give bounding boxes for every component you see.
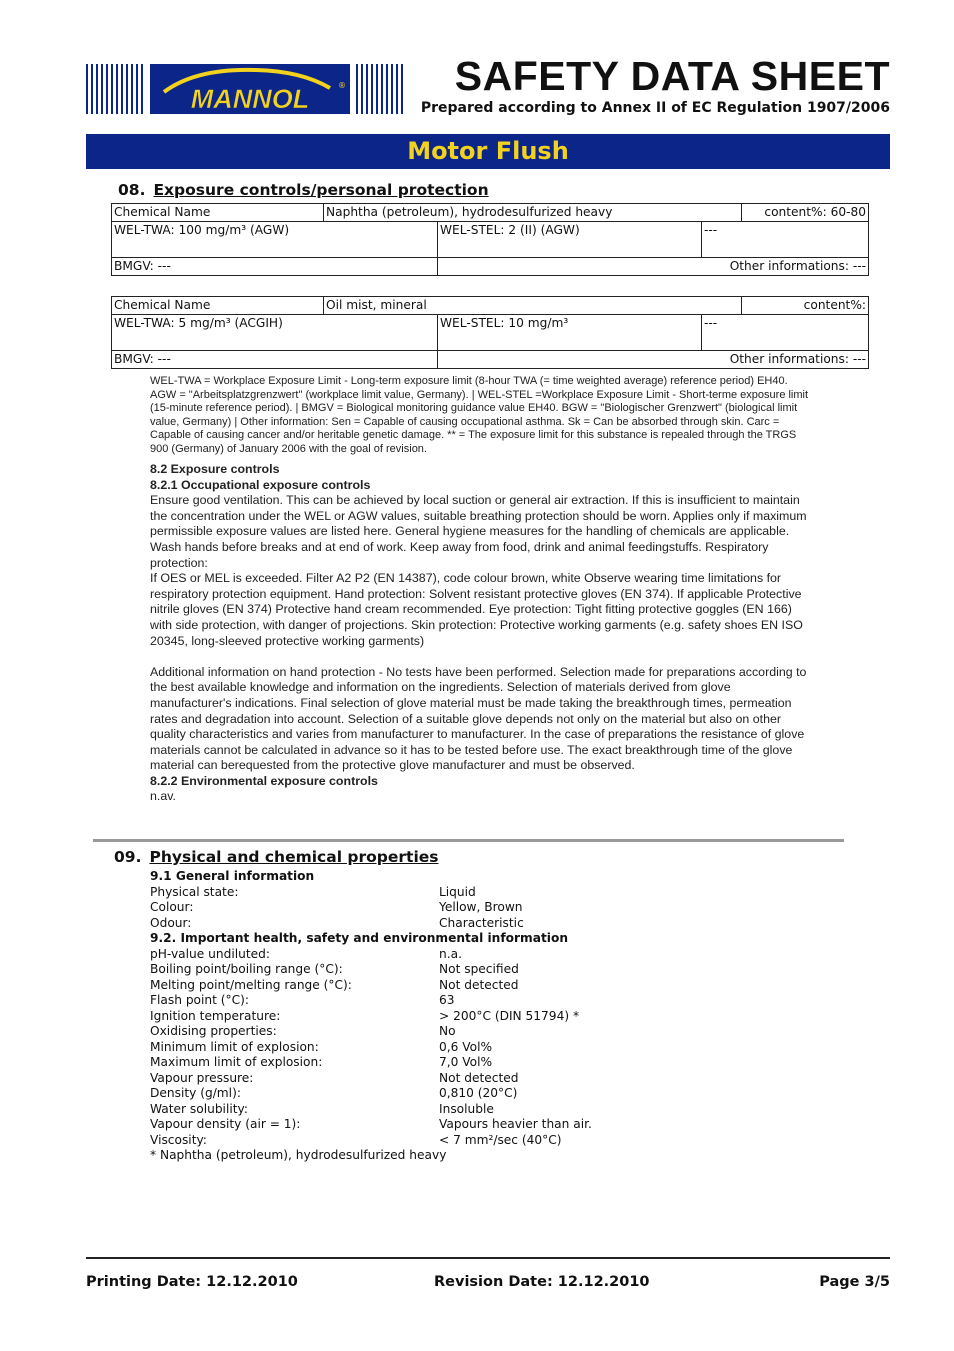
- property-value: Vapours heavier than air.: [439, 1117, 592, 1131]
- property-value: Liquid: [439, 884, 476, 899]
- chemical-name-label: Chemical Name: [112, 297, 324, 315]
- property-value: 63: [439, 993, 455, 1007]
- svg-text:®: ®: [338, 81, 346, 90]
- property-value: Insoluble: [439, 1101, 494, 1116]
- property-label: Oxidising properties:: [150, 1024, 277, 1038]
- paragraph: Wash hands before breaks and at end of work. Keep away from food, drink and animal feedingstuffs. Respiratory protection:: [150, 539, 769, 570]
- property-label: Maximum limit of explosion:: [150, 1055, 323, 1069]
- paragraph: n.av.: [150, 789, 176, 804]
- wel-stel-extra: ---: [702, 222, 869, 258]
- revision-date: Revision Date: 12.12.2010: [434, 1274, 650, 1290]
- property-value: 0,810 (20°C): [439, 1086, 518, 1100]
- section-8-heading: [118, 181, 489, 199]
- wel-stel-extra: ---: [702, 315, 869, 351]
- logo-wordmark: MANNOL: [190, 84, 310, 114]
- wel-twa: WEL-TWA: 100 mg/m³ (AGW): [112, 222, 438, 258]
- property-value: Not detected: [439, 1070, 519, 1085]
- section-8-2-body: [150, 462, 815, 805]
- content-percent: content%: 60-80: [742, 204, 869, 222]
- paragraph: Additional information on hand protection - No tests have been performed. Selection made for preparations according to the best available knowledge and information on the ingredients. Selection of materials derived from glove manufacturer's indications. Final selection of glove material must be made taking the breakthrough times, permeation rates and degradation into account. Selection of a suitable glove depends not only on the material but also on other quality characteristics and varies from manufacturer to manufacturer. In the case of preparations the resistance of glove materials cannot be calculated in advance so it has to be tested before use. The exact breakthrough time of the glove material can berequested from the protective glove manufacturer and must be observed.: [150, 664, 807, 773]
- chemical-name-value: Oil mist, mineral: [324, 297, 742, 315]
- property-value: 7,0 Vol%: [439, 1055, 493, 1069]
- page-number: Page 3/5: [819, 1274, 890, 1290]
- other-informations: Other informations: ---: [438, 351, 869, 369]
- property-value: < 7 mm²/sec (40°C): [439, 1132, 562, 1147]
- property-label: Melting point/melting range (°C):: [150, 977, 352, 992]
- property-value: > 200°C (DIN 51794) *: [439, 1008, 580, 1023]
- footnote: * Naphtha (petroleum), hydrodesulfurized heavy: [150, 1148, 447, 1162]
- section-title: Physical and chemical properties: [149, 848, 439, 866]
- property-label: Boiling point/boiling range (°C):: [150, 962, 343, 976]
- section-9-heading: [114, 848, 439, 866]
- subsection-heading: 8.2.2 Environmental exposure controls: [150, 773, 378, 788]
- property-label: Minimum limit of explosion:: [150, 1039, 319, 1054]
- subsection-heading: 8.2 Exposure controls: [150, 462, 280, 476]
- property-value: Not detected: [439, 977, 519, 992]
- property-label: Colour:: [150, 900, 194, 914]
- section-title: Exposure controls/personal protection: [153, 181, 489, 199]
- content-percent: content%:: [742, 297, 869, 315]
- other-informations: Other informations: ---: [438, 258, 869, 276]
- property-value: n.a.: [439, 946, 462, 961]
- property-label: Density (g/ml):: [150, 1086, 241, 1100]
- exposure-table-2: [111, 296, 869, 369]
- section-number: 08.: [118, 181, 146, 199]
- property-label: Viscosity:: [150, 1132, 207, 1147]
- bmgv: BMGV: ---: [112, 351, 438, 369]
- bmgv: BMGV: ---: [112, 258, 438, 276]
- property-label: Flash point (°C):: [150, 993, 249, 1007]
- paragraph: Ensure good ventilation. This can be achieved by local suction or general air extraction. If this is insufficient to maintain the concentration under the WEL or AGW values, suitable breathing protection should be worn. Applies only if maximum permissible exposure values are listed here. General hygiene measures for the handling of chemicals are applicable.: [150, 493, 807, 539]
- property-label: Water solubility:: [150, 1101, 248, 1116]
- subsection-heading: 9.2. Important health, safety and environmental information: [150, 931, 568, 945]
- property-value: No: [439, 1024, 456, 1038]
- property-label: Odour:: [150, 915, 192, 930]
- property-value: Characteristic: [439, 915, 524, 930]
- subsection-heading: 9.1 General information: [150, 869, 315, 883]
- property-label: pH-value undiluted:: [150, 946, 270, 961]
- wel-stel: WEL-STEL: 2 (II) (AGW): [438, 222, 702, 258]
- document-subtitle: Prepared according to Annex II of EC Regulation 1907/2006: [420, 100, 890, 116]
- mannol-logo: [86, 62, 406, 118]
- wel-twa: WEL-TWA: 5 mg/m³ (ACGIH): [112, 315, 438, 351]
- property-value: Yellow, Brown: [439, 900, 523, 914]
- printing-date: Printing Date: 12.12.2010: [86, 1274, 298, 1290]
- property-label: Ignition temperature:: [150, 1008, 281, 1023]
- property-label: Vapour density (air = 1):: [150, 1117, 301, 1131]
- property-label: Vapour pressure:: [150, 1070, 254, 1085]
- document-title: SAFETY DATA SHEET: [454, 53, 890, 99]
- chemical-name-value: Naphtha (petroleum), hydrodesulfurized heavy: [324, 204, 742, 222]
- property-value: 0,6 Vol%: [439, 1039, 493, 1054]
- exposure-table-1: [111, 203, 869, 276]
- property-value: Not specified: [439, 962, 519, 976]
- subsection-heading: 8.2.1 Occupational exposure controls: [150, 477, 371, 492]
- product-name: Motor Flush: [407, 137, 569, 165]
- section-divider: [93, 839, 844, 842]
- wel-stel: WEL-STEL: 10 mg/m³: [438, 315, 702, 351]
- product-banner: [86, 134, 890, 169]
- footer-divider: [86, 1257, 890, 1259]
- paragraph: If OES or MEL is exceeded. Filter A2 P2 (EN 14387), code colour brown, white Observe wearing time limitations for respiratory protection equipment. Hand protection: Solvent resistant protective gloves (EN 374). If applicable Protective nitrile gloves (EN 374) Protective hand cream recommended. Eye protection: Tight fitting protective goggles (EN 166) with side protection, with danger of projections. Skin protection: Protective working garments (e.g. safety shoes EN ISO 20345, long-sleeved protective working garments): [150, 571, 803, 648]
- chemical-name-label: Chemical Name: [112, 204, 324, 222]
- section-number: 09.: [114, 848, 142, 866]
- exposure-legend: WEL-TWA = Workplace Exposure Limit - Long-term exposure limit (8-hour TWA (= time weighted average) reference period) EH40. AGW = "Arbeitsplatzgrenzwert" (workplace limit value, Germany). | WEL-STEL =Workplace Exposure Limit - Short-terme exposure limit (15-minute reference period). | BMGV = Biological monitoring guidance value EH40. BGW = "Biologischer Grenzwert" (biological limit value, Germany) | Other information: Sen = Capable of causing occupational asthma. Sk = Can be absorbed through skin. Carc = Capable of causing cancer and/or heritable genetic damage. ** = The exposure limit for this substance is repealed through the TRGS 900 (Germany) of January 2006 with the goal of revision.: [150, 375, 809, 455]
- property-label: Physical state:: [150, 884, 239, 899]
